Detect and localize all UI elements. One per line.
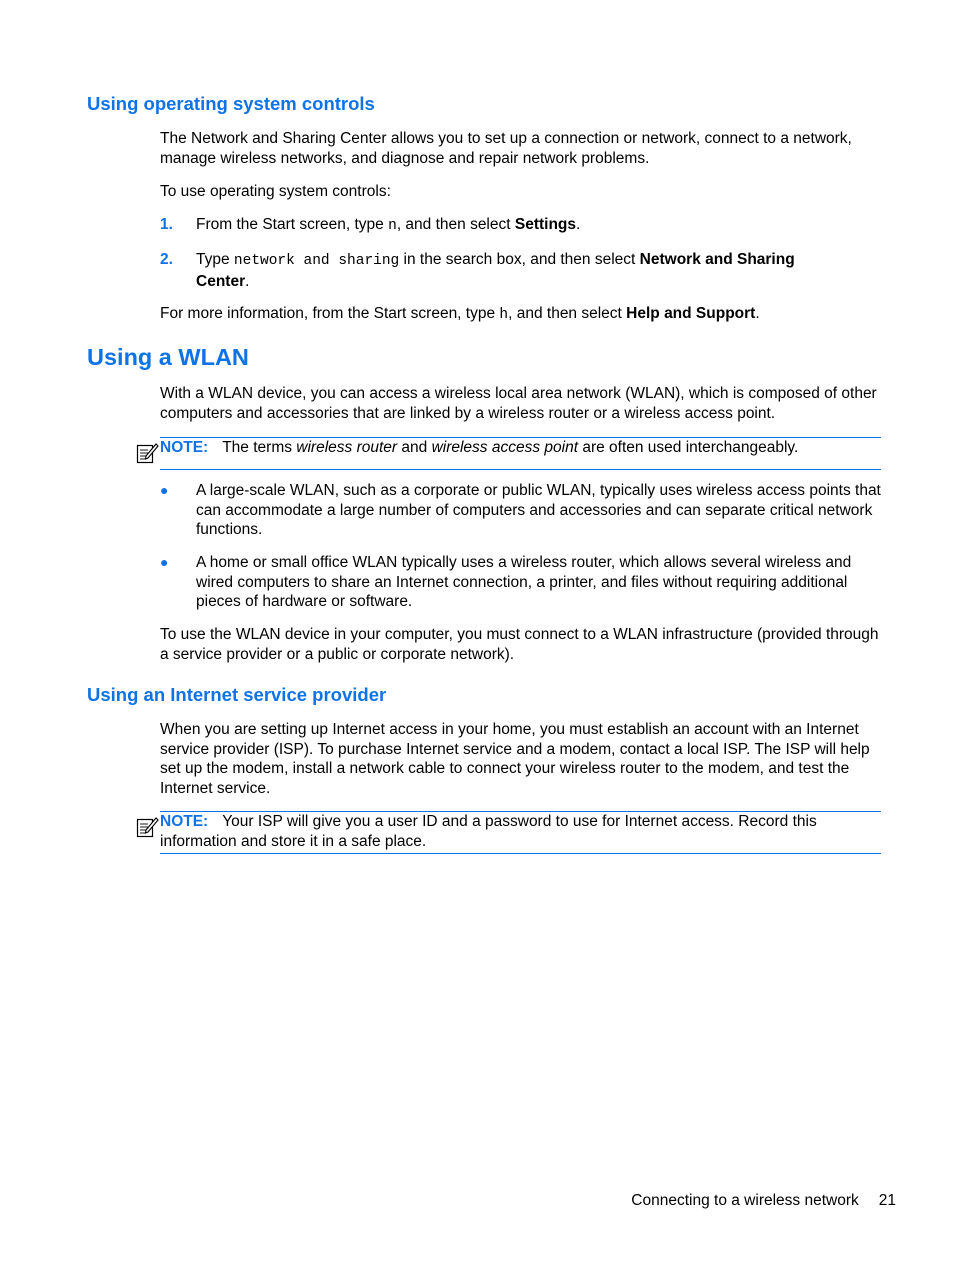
typed-command: network and sharing <box>233 253 400 269</box>
ui-term: Help and Support <box>626 305 756 322</box>
section-heading-os-controls: Using operating system controls <box>87 93 375 114</box>
typed-command: h <box>499 307 509 323</box>
note-callout-isp: NOTE: Your ISP will give you a user ID and a password to use for Internet access. Record this information and store it in a safe place. <box>160 811 881 854</box>
wlan-intro: With a WLAN device, you can access a wireless local area network (WLAN), which is composed of other computers and accessories that are linked by a wireless router or a wireless access point. <box>160 385 877 422</box>
bullet-icon: ● <box>160 554 169 570</box>
section-heading-isp: Using an Internet service provider <box>87 684 387 705</box>
wlan-outro: To use the WLAN device in your computer, you must connect to a WLAN infrastructure (provided through a service provider or a public or corporate network). <box>160 626 879 663</box>
page-number: 21 <box>878 1192 896 1209</box>
isp-intro: When you are setting up Internet access in your home, you must establish an account with an Internet service provider (ISP). To purchase Internet service and a modem, contact a local ISP. The ISP will help set up the modem, install a network cable to connect your wireless router to the modem, and test the Internet service. <box>160 721 870 797</box>
term: wireless access point <box>431 439 579 456</box>
os-controls-more-info: For more information, from the Start screen, type h, and then select Help and Support. <box>160 305 760 323</box>
ui-term: Settings <box>514 216 577 233</box>
step-number: 2. <box>160 251 173 268</box>
os-controls-intro: The Network and Sharing Center allows you to set up a connection or network, connect to a network, manage wireless networks, and diagnose and repair network problems. <box>160 130 852 167</box>
note-pencil-icon <box>135 441 159 465</box>
note-label: NOTE: <box>160 439 209 456</box>
term: wireless router <box>296 439 398 456</box>
step-number: 1. <box>160 216 173 233</box>
os-controls-lead: To use operating system controls: <box>160 183 391 200</box>
list-item: A large-scale WLAN, such as a corporate or public WLAN, typically uses wireless access points that can accommodate a large number of computers and accessories and can separate critical network functions. <box>196 482 881 539</box>
note-pencil-icon <box>135 815 159 839</box>
step-text: From the Start screen, type n, and then select Settings. <box>196 216 581 234</box>
chapter-title: Connecting to a wireless network <box>631 1192 859 1209</box>
bullet-icon: ● <box>160 482 169 498</box>
list-item: A home or small office WLAN typically uses a wireless router, which allows several wireless and wired computers to share an Internet connection, a printer, and files without requiring additional pieces of hardware or software. <box>196 554 852 611</box>
step-text: Type network and sharing in the search box, and then select Network and Sharing Center. <box>196 251 795 290</box>
page-footer <box>600 1191 896 1211</box>
note-callout-wlan: NOTE: The terms wireless router and wireless access point are often used interchangeably. <box>160 437 881 470</box>
section-heading-wlan: Using a WLAN <box>87 344 249 370</box>
note-label: NOTE: <box>160 813 209 830</box>
typed-command: n <box>388 218 397 234</box>
ui-term: Network and Sharing Center <box>196 251 795 290</box>
